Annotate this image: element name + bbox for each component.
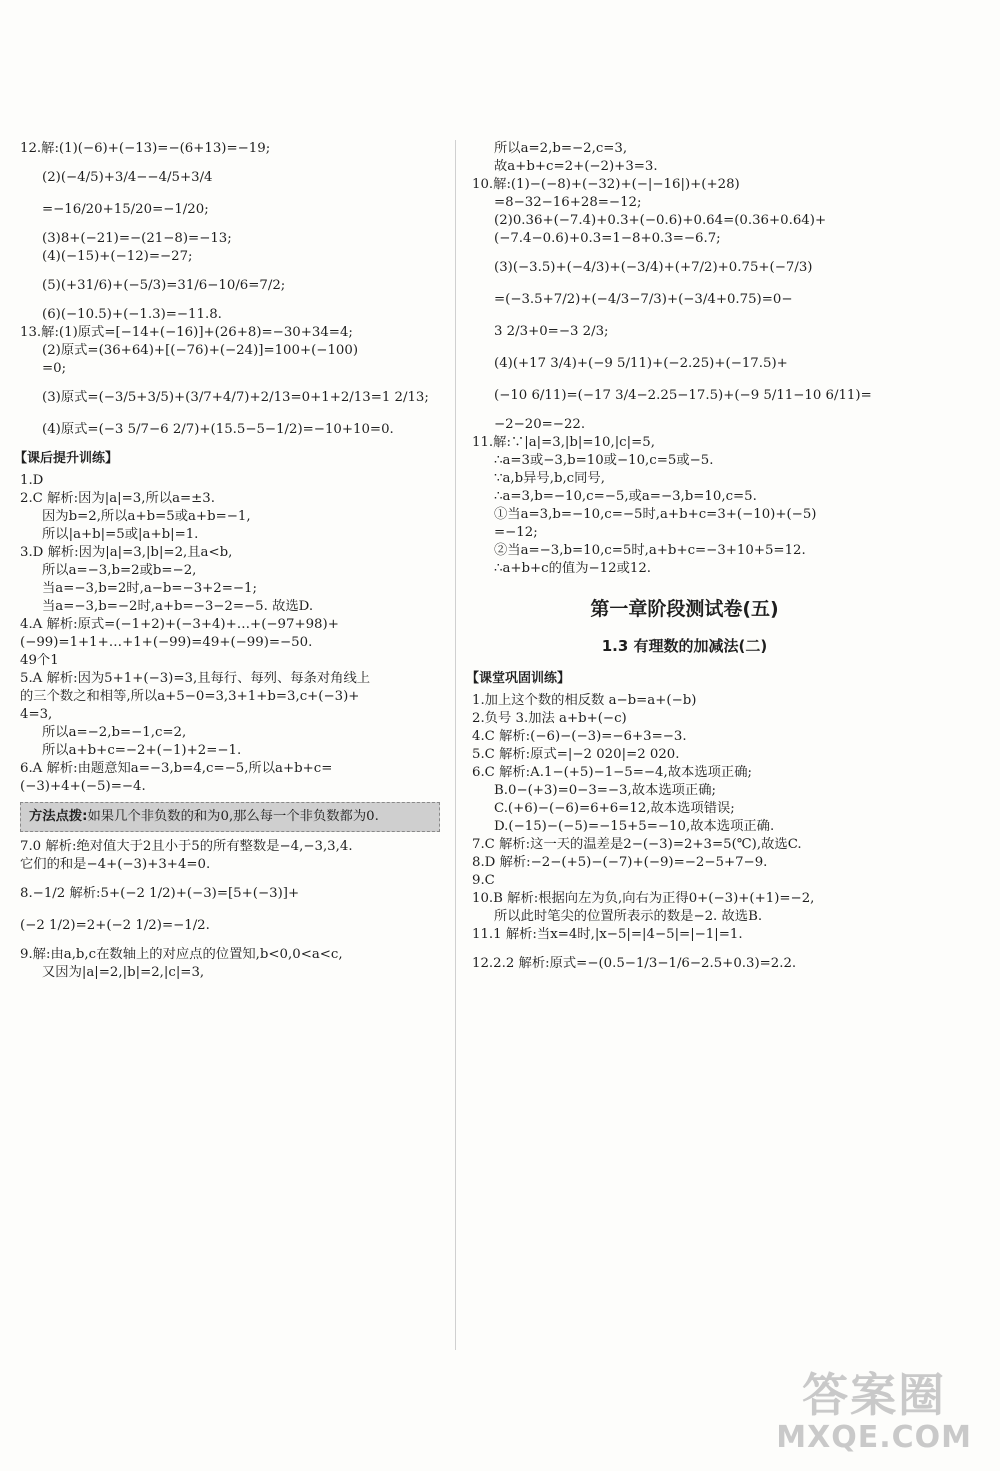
watermark-url: MXQE.COM [776,1420,972,1455]
right-line: ∴a+b+c的值为−12或12. [494,561,652,576]
right2-line: 6.C 解析:A.1−(+5)−1−5=−4,故本选项正确; [472,765,753,780]
right-line: =(−3.5+7/2)+(−4/3−7/3)+(−3/4+0.75)=0− [494,292,793,307]
left-line: (5)(+31/6)+(−5/3)=31/6−10/6=7/2; [42,278,286,293]
right2-line: 12.2.2 解析:原式=−(0.5−1/3−1/6−2.5+0.3)=2.2. [472,956,797,971]
left-line: (3)原式=(−3/5+3/5)+(3/7+4/7)+2/13=0+1+2/13=1 2/13; [42,390,429,405]
right2-line: 1.加上这个数的相反数 a−b=a+(−b) [472,693,697,708]
left-line: 当a=−3,b=−2时,a+b=−3−2=−5. 故选D. [42,599,314,614]
right-lines-part1 [472,140,897,578]
left-line: 1.D [20,473,44,488]
left-line: (2)原式=(36+64)+[(−76)+(−24)]=100+(−100) [42,343,359,358]
column-divider [455,140,456,1350]
tip-text: 如果几个非负数的和为0,那么每一个非负数都为0. [87,809,379,824]
left-line: 8.−1/2 解析:5+(−2 1/2)+(−3)=[5+(−3)]+ [20,886,300,901]
left-line: (4)(−15)+(−12)=−27; [42,249,193,264]
right2-line: 2.负号 3.加法 a+b+(−c) [472,711,627,726]
left-line: 所以a+b+c=−2+(−1)+2=−1. [42,743,242,758]
watermark-text: 答案圈 [802,1368,947,1422]
right2-line: 所以此时笔尖的位置所表示的数是−2. 故选B. [494,909,763,924]
left-line: 因为b=2,所以a+b=5或a+b=−1, [42,509,251,524]
right-line: ∴a=3,b=−10,c=−5,或a=−3,b=10,c=5. [494,489,757,504]
method-tip-box [20,802,440,832]
right2-line: 7.C 解析:这一天的温差是2−(−3)=2+3=5(℃),故选C. [472,837,802,852]
left-column [14,140,440,982]
right2-line: B.0−(+3)=0−3=−3,故本选项正确; [494,783,717,798]
right2-line: 【课堂巩固训练】 [466,671,571,686]
left-lines-part2 [20,838,440,982]
left-line: (−2 1/2)=2+(−2 1/2)=−1/2. [20,918,210,933]
left-line: 【课后提升训练】 [14,451,119,466]
right2-line: C.(+6)−(−6)=6+6=12,故本选项错误; [494,801,735,816]
left-line: 3.D 解析:因为|a|=3,|b|=2,且a<b, [20,545,233,560]
left-line: (−3)+4+(−5)=−4. [20,779,146,794]
left-line: 4.A 解析:原式=(−1+2)+(−3+4)+…+(−97+98)+ [20,617,339,632]
right-line: (−7.4−0.6)+0.3=1−8+0.3=−6.7; [494,231,721,246]
right-line: 3 2/3+0=−3 2/3; [494,324,609,339]
left-line: 4=3, [20,707,53,722]
right-line: (2)0.36+(−7.4)+0.3+(−0.6)+0.64=(0.36+0.64)+ [494,213,827,228]
right2-line: 5.C 解析:原式=|−2 020|=2 020. [472,747,680,762]
section-title: 1.3 有理数的加减法(二) [601,637,768,655]
left-line: (−99)=1+1+…+1+(−99)=49+(−99)=−50. [20,635,313,650]
right-line: =8−32−16+28=−12; [494,195,642,210]
left-line: (4)原式=(−3 5/7−6 2/7)+(15.5−5−1/2)=−10+10=0. [42,422,394,437]
right2-line: 4.C 解析:(−6)−(−3)=−6+3=−3. [472,729,687,744]
right-lines-part2 [466,670,897,976]
left-line: 当a=−3,b=2时,a−b=−3+2=−1; [42,581,257,596]
right-column [466,140,897,984]
left-line: 12.解:(1)(−6)+(−13)=−(6+13)=−19; [20,141,271,156]
left-line: =−16/20+15/20=−1/20; [42,202,209,217]
left-line: (6)(−10.5)+(−1.3)=−11.8. [42,307,222,322]
left-line: 49个1 [20,653,59,668]
left-line: 2.C 解析:因为|a|=3,所以a=±3. [20,491,215,506]
left-line: 的三个数之和相等,所以a+5−0=3,3+1+b=3,c+(−3)+ [20,689,360,704]
left-line: 6.A 解析:由题意知a=−3,b=4,c=−5,所以a+b+c= [20,761,333,776]
right-line: =−12; [494,525,538,540]
watermark-logo [776,1369,972,1455]
left-line: 5.A 解析:因为5+1+(−3)=3,且每行、每列、每条对角线上 [20,671,371,686]
left-line: 所以a=−2,b=−1,c=2, [42,725,187,740]
left-line: (3)8+(−21)=−(21−8)=−13; [42,231,232,246]
chapter-title: 第一章阶段测试卷(五) [590,598,779,620]
left-lines-part1 [14,140,440,796]
left-line: 所以|a+b|=5或|a+b|=1. [42,527,199,542]
left-line: 所以a=−3,b=2或b=−2, [42,563,197,578]
right2-line: 9.C [472,873,495,888]
right-line: ①当a=3,b=−10,c=−5时,a+b+c=3+(−10)+(−5) [494,507,817,522]
right-line: 所以a=2,b=−2,c=3, [494,141,628,156]
right-line: (4)(+17 3/4)+(−9 5/11)+(−2.25)+(−17.5)+ [494,356,788,371]
right-line: (3)(−3.5)+(−4/3)+(−3/4)+(+7/2)+0.75+(−7/3) [494,260,813,275]
right-line: 10.解:(1)−(−8)+(−32)+(−|−16|)+(+28) [472,177,740,192]
right-line: (−10 6/11)=(−17 3/4−2.25−17.5)+(−9 5/11−10 6/11)= [494,388,872,403]
right-line: −2−20=−22. [494,417,586,432]
right-line: ∵a,b异号,b,c同号, [494,471,605,486]
left-line: 它们的和是−4+(−3)+3+4=0. [20,857,211,872]
left-line: 13.解:(1)原式=[−14+(−16)]+(26+8)=−30+34=4; [20,325,353,340]
right2-line: D.(−15)−(−5)=−15+5=−10,故本选项正确. [494,819,775,834]
right-line: ②当a=−3,b=10,c=5时,a+b+c=−3+10+5=12. [494,543,806,558]
tip-label: 方法点拨: [29,809,88,824]
right-line: 故a+b+c=2+(−2)+3=3. [494,159,658,174]
right2-line: 11.1 解析:当x=4时,|x−5|=|4−5|=|−1|=1. [472,927,743,942]
right-line: 11.解:∵|a|=3,|b|=10,|c|=5, [472,435,655,450]
left-line: =0; [42,361,67,376]
left-line: 又因为|a|=2,|b|=2,|c|=3, [42,965,205,980]
right2-line: 10.B 解析:根据向左为负,向右为正得0+(−3)+(+1)=−2, [472,891,815,906]
right-line: ∴a=3或−3,b=10或−10,c=5或−5. [494,453,714,468]
left-line: (2)(−4/5)+3/4−−4/5+3/4 [42,170,213,185]
left-line: 9.解:由a,b,c在数轴上的对应点的位置知,b<0,0<a<c, [20,947,343,962]
left-line: 7.0 解析:绝对值大于2且小于5的所有整数是−4,−3,3,4. [20,839,353,854]
right2-line: 8.D 解析:−2−(+5)−(−7)+(−9)=−2−5+7−9. [472,855,768,870]
